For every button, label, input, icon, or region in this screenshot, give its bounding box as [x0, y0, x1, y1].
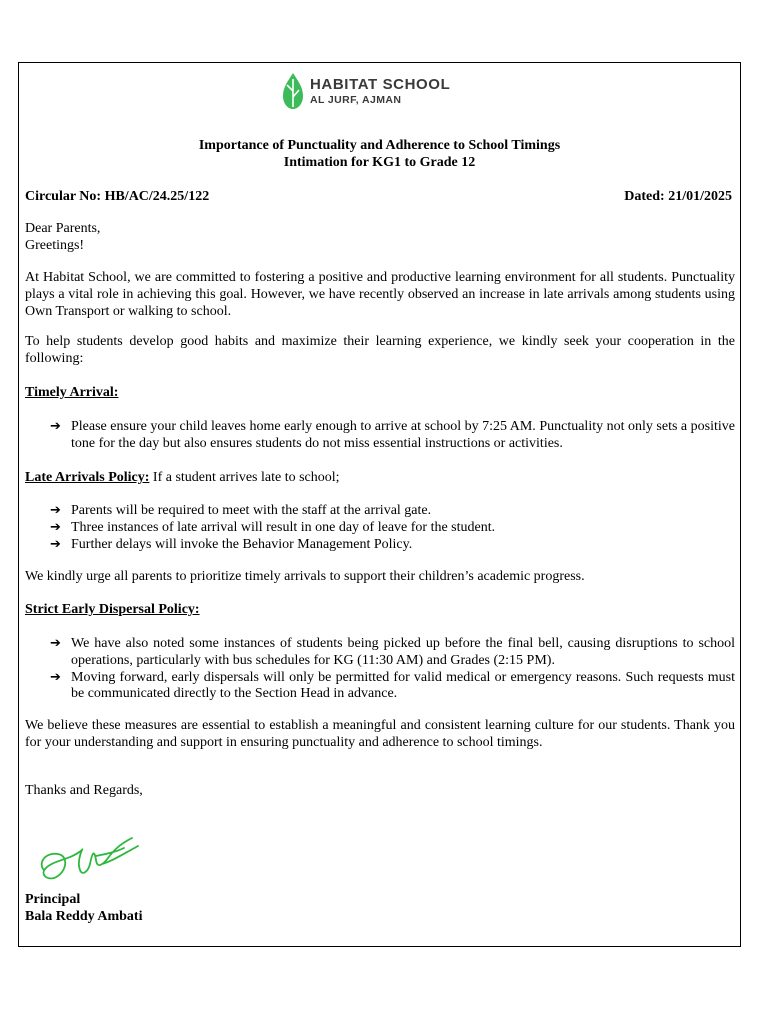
section-heading-late-arrivals — [25, 470, 735, 487]
list-item-text: Three instances of late arrival will result in one day of leave for the student. — [71, 519, 496, 535]
circular-subtitle: Intimation for KG1 to Grade 12 — [283, 155, 476, 170]
heading-intro: If a student arrives late to school; — [149, 470, 340, 485]
timely-arrival-list — [50, 419, 735, 453]
list-item-text: Please ensure your child leaves home early enough to arrive at school by 7:25 AM. Punctuality not only sets a positive tone for the day but also ensures students do not miss essential instructions or activities. — [71, 419, 735, 451]
school-name: HABITAT SCHOOL — [310, 75, 451, 93]
circular-number: Circular No: HB/AC/24.25/122 — [25, 189, 210, 204]
intro-paragraph: At Habitat School, we are committed to fostering a positive and productive learning environment for all students. Punctuality plays a vital role in achieving this goal. However, we have recently observed an increase in late arrivals among students using Own Transport or walking to school. — [25, 270, 735, 319]
list-item-text: Further delays will invoke the Behavior Management Policy. — [71, 536, 413, 552]
early-dispersal-list — [50, 636, 735, 703]
right-arrow-icon: ➔ — [50, 636, 61, 651]
list-item-text: We have also noted some instances of students being picked up before the final bell, causing disruptions to school operations, particularly with bus schedules for KG (11:30 AM) and Grades (2:15 PM). — [71, 636, 735, 668]
school-location: AL JURF, AJMAN — [310, 93, 402, 106]
list-item — [50, 537, 735, 554]
list-item — [50, 503, 735, 520]
list-item — [50, 636, 735, 670]
list-item — [50, 419, 735, 453]
leaf-logo-icon — [282, 71, 304, 111]
right-arrow-icon: ➔ — [50, 536, 61, 552]
heading-text: Strict Early Dispersal Policy: — [25, 602, 200, 617]
cooperation-paragraph: To help students develop good habits and maximize their learning experience, we kindly seek your cooperation in the following: — [25, 334, 735, 366]
signature-image — [36, 830, 142, 884]
heading-text: Timely Arrival: — [25, 385, 119, 400]
greeting: Greetings! — [25, 238, 85, 253]
late-arrivals-list — [50, 503, 735, 553]
urge-paragraph: We kindly urge all parents to prioritize timely arrivals to support their children’s academic progress. — [25, 569, 585, 584]
right-arrow-icon: ➔ — [50, 419, 61, 434]
list-item — [50, 520, 735, 537]
signer-name: Bala Reddy Ambati — [25, 909, 143, 924]
sign-off: Thanks and Regards, — [25, 783, 143, 798]
signer-role: Principal — [25, 892, 81, 907]
section-heading-early-dispersal — [25, 602, 735, 619]
list-item — [50, 670, 735, 704]
salutation: Dear Parents, — [25, 221, 101, 236]
closing-paragraph: We believe these measures are essential to establish a meaningful and consistent learning culture for our students. Thank you for your understanding and support in ensuring punctuality and adherence to school timings. — [25, 718, 735, 750]
school-logo — [282, 71, 450, 111]
circular-title: Importance of Punctuality and Adherence to School Timings — [198, 138, 561, 153]
circular-meta-row — [25, 188, 732, 205]
circular-date: Dated: 21/01/2025 — [624, 189, 732, 204]
right-arrow-icon: ➔ — [50, 503, 61, 518]
heading-text: Late Arrivals Policy: — [25, 470, 150, 485]
section-heading-timely-arrival — [25, 385, 735, 402]
right-arrow-icon: ➔ — [50, 519, 61, 535]
list-item-text: Moving forward, early dispersals will only be permitted for valid medical or emergency reasons. Such requests must be communicated directly to the Section Head in advance. — [71, 669, 735, 702]
list-item-text: Parents will be required to meet with the staff at the arrival gate. — [71, 503, 432, 518]
right-arrow-icon: ➔ — [50, 669, 61, 685]
